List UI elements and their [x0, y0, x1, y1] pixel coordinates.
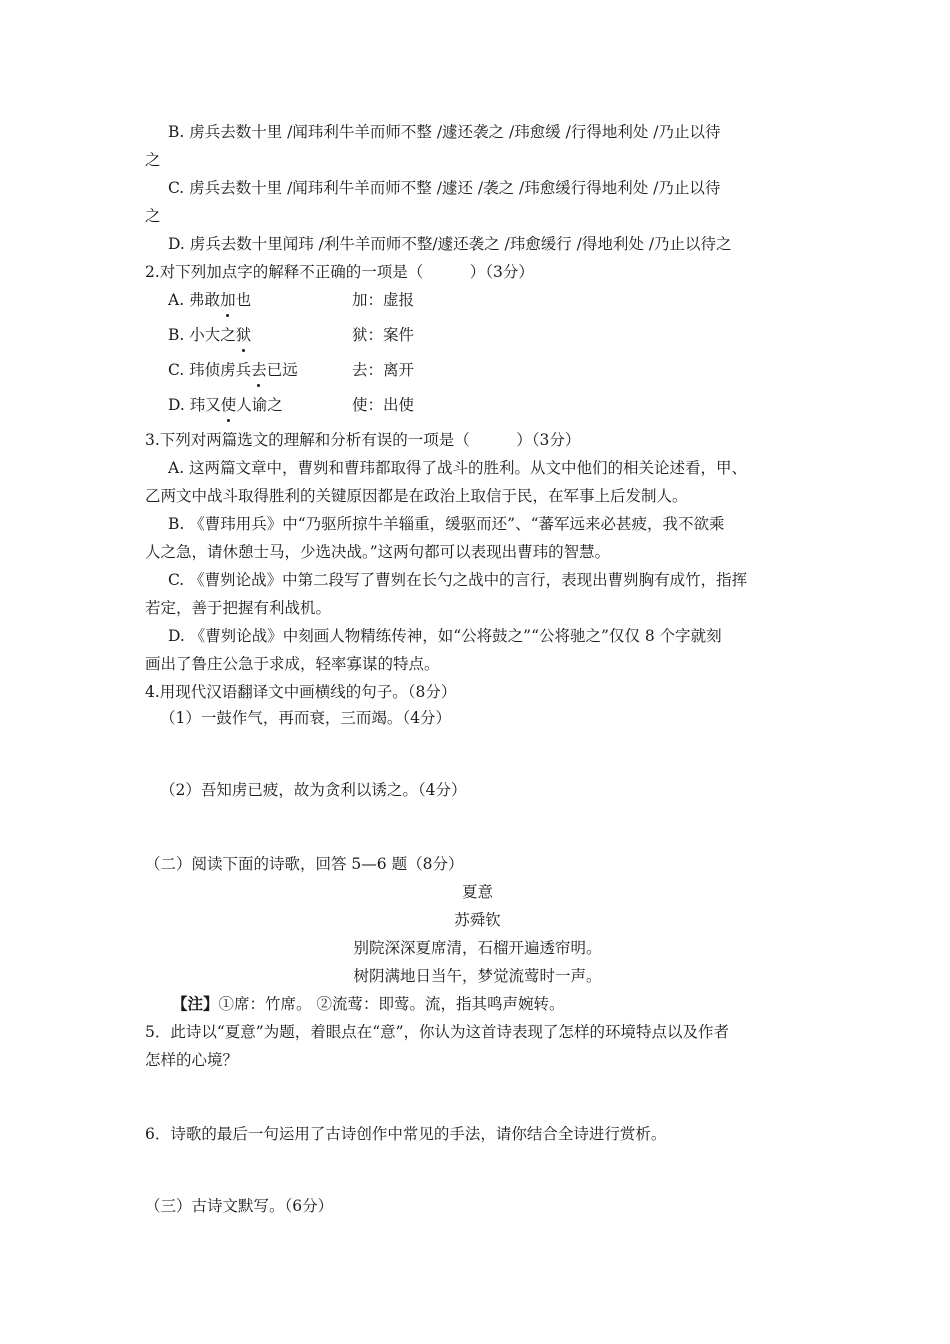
q2-option-d: [168, 391, 414, 419]
note-label: 【注】: [172, 994, 219, 1013]
emphasis-dot-char: 狱: [236, 321, 252, 349]
q3-option-b-line2: 人之急，请休憩士马，少选决战。”这两句都可以表现出曹玮的智慧。: [145, 543, 611, 561]
poem-author: 苏舜钦: [454, 911, 501, 929]
q3-option-a-line1: A. 这两篇文章中，曹刿和曹玮都取得了战斗的胜利。从文中他们的相关论述看，甲、: [168, 459, 748, 477]
q1-option-c-line2: 之: [145, 207, 161, 225]
q2-option-c: [168, 356, 414, 384]
q3-stem: 3.下列对两篇选文的理解和分析有误的一项是（ ）（3分）: [145, 431, 581, 449]
q4-stem: 4.用现代汉语翻译文中画横线的句子。（8分）: [145, 683, 457, 701]
q2-option-a: [168, 286, 414, 314]
q2-option-text: B. 小大之狱: [168, 321, 352, 349]
q1-option-b-line2: 之: [145, 151, 161, 169]
emphasis-dot-char: 使: [221, 391, 237, 419]
q2-option-text: C. 玮侦虏兵去已远: [168, 356, 352, 384]
q2-option-b: [168, 321, 414, 349]
q3-option-d-line2: 画出了鲁庄公急于求成，轻率寡谋的特点。: [145, 655, 440, 673]
q2-option-gloss: 狱：案件: [352, 326, 415, 344]
q2-option-text: D. 玮又使人谕之: [168, 391, 352, 419]
poem-title: 夏意: [461, 883, 493, 901]
q5-line2: 怎样的心境？: [145, 1051, 239, 1069]
poem-line-2: 树阴满地日当午，梦觉流莺时一声。: [353, 967, 602, 985]
poem-note: [172, 990, 837, 1018]
section3-heading: （三）古诗文默写。（6分）: [145, 1197, 334, 1215]
note-text: ①席：竹席。 ②流莺：即莺。流，指其鸣声婉转。: [218, 995, 565, 1013]
q3-option-c-line2: 若定，善于把握有利战机。: [145, 599, 332, 617]
q2-option-gloss: 使：出使: [352, 396, 415, 414]
q3-option-d-line1: D. 《曹刿论战》中刻画人物精练传神，如“公将鼓之”“公将驰之”仅仅 8 个字就刻: [168, 627, 722, 645]
q3-option-b-line1: B. 《曹玮用兵》中“乃驱所掠牛羊辎重，缓驱而还”、“蕃军远来必甚疲，我不欲乘: [168, 515, 725, 533]
q1-option-c-line1: C. 虏兵去数十里 /闻玮利牛羊而师不整 /遽还 /袭之 /玮愈缓行得地利处 /乃止以待: [168, 179, 721, 197]
q2-option-gloss: 加：虚报: [352, 291, 415, 309]
poem-line-1: 别院深深夏席清，石榴开遍透帘明。: [353, 939, 602, 957]
q4-sub2: （2）吾知虏已疲，故为贪利以诱之。（4分）: [160, 781, 467, 799]
emphasis-dot-char: 去: [251, 356, 267, 384]
q3-option-c-line1: C. 《曹刿论战》中第二段写了曹刿在长勺之战中的言行，表现出曹刿胸有成竹，指挥: [168, 571, 748, 589]
q4-sub1: （1）一鼓作气，再而衰，三而竭。（4分）: [160, 709, 451, 727]
q5-line1: 5．此诗以“夏意”为题，着眼点在“意”，你认为这首诗表现了怎样的环境特点以及作者: [145, 1023, 730, 1041]
q2-option-gloss: 去：离开: [352, 361, 415, 379]
q1-option-d-line1: D. 虏兵去数十里闻玮 /利牛羊而师不整/遽还袭之 /玮愈缓行 /得地利处 /乃止以待之: [168, 235, 732, 253]
q6: 6．诗歌的最后一句运用了古诗创作中常见的手法，请你结合全诗进行赏析。: [145, 1125, 667, 1143]
section2-heading: （二）阅读下面的诗歌，回答 5—6 题（8分）: [145, 855, 464, 873]
q2-stem: 2.对下列加点字的解释不正确的一项是（ ）（3分）: [145, 263, 534, 281]
q3-option-a-line2: 乙两文中战斗取得胜利的关键原因都是在政治上取信于民，在军事上后发制人。: [145, 487, 688, 505]
q2-option-text: A. 弗敢加也: [168, 286, 352, 314]
q1-option-b-line1: B. 虏兵去数十里 /闻玮利牛羊而师不整 /遽还袭之 /玮愈缓 /行得地利处 /乃止以待: [168, 123, 721, 141]
emphasis-dot-char: 加: [220, 286, 236, 314]
